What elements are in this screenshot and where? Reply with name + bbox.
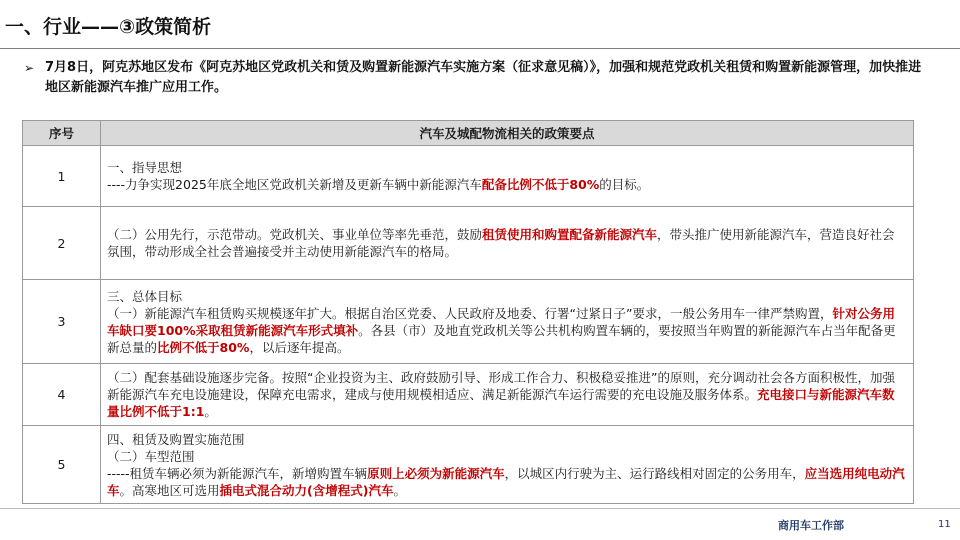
row-content: [101, 280, 914, 364]
policy-text: -----租赁车辆必须为新能源汽车，新增购置车辆: [107, 465, 368, 481]
policy-line: [107, 448, 907, 465]
highlight-text: 充电接口与新能源汽车数量比例不低于1:1: [107, 387, 895, 419]
title-divider: [0, 48, 960, 49]
policy-line: [107, 176, 907, 193]
arrow-bullet-icon: ➢: [24, 61, 35, 75]
policy-text: （一）新能源汽车租赁购买规模逐年扩大。根据自治区党委、人民政府及地委、行署“过紧日子”要求，一般公务用车一律严禁购置，: [107, 305, 833, 321]
row-content: [101, 426, 914, 504]
row-number: 4: [23, 364, 101, 426]
row-number: 2: [23, 207, 101, 280]
policy-text: ，以城区内行驶为主、运行路线相对固定的公务用车，: [504, 465, 805, 481]
row-content: [101, 146, 914, 207]
policy-text: 。: [393, 482, 406, 498]
policy-text: （二）配套基础设施逐步完备。按照“企业投资为主、政府鼓励引导、形成工作合力、积极稳妥推进”的原则，充分调动社会各方面积极性，加强新能源汽车充电设施建设，保障充电需求，建成与使用规模相适应、满足新能源汽车运行需要的充电设施及服务体系。: [107, 370, 895, 402]
policy-text: （二）公用先行，示范带动。党政机关、事业单位等率先垂范，鼓励: [107, 227, 483, 242]
row-number: 5: [23, 426, 101, 504]
header-number: 序号: [23, 121, 101, 146]
header-policy-points: 汽车及城配物流相关的政策要点: [101, 121, 914, 146]
policy-line: [107, 159, 907, 176]
highlight-text: 针对公务用车缺口要100%采取租赁新能源汽车形式填补: [107, 305, 895, 338]
policy-text: 一、指导思想: [107, 160, 183, 175]
policy-text: 的目标。: [599, 177, 650, 192]
row-content: [101, 364, 914, 426]
policy-line: [107, 288, 907, 305]
highlight-text: 租赁使用和购置配备新能源汽车: [482, 227, 658, 242]
policy-text: 四、租赁及购置实施范围: [107, 431, 245, 447]
table-row: [23, 364, 914, 426]
policy-text: ，以后逐年提高。: [249, 339, 350, 355]
highlight-text: 原则上必须为新能源汽车: [367, 465, 505, 481]
summary-text: 7月8日，阿克苏地区发布《阿克苏地区党政机关和赁及购置新能源汽车实施方案（征求意见稿）》，加强和规范党政机关租赁和购置新能源管理，加快推进地区新能源汽车推广应用工作。: [45, 60, 922, 95]
table-row: [23, 207, 914, 280]
row-number: 3: [23, 280, 101, 364]
page-title: 一、行业——③政策简析: [5, 16, 212, 38]
row-number: 1: [23, 146, 101, 207]
policy-line: [107, 465, 907, 499]
highlight-text: 配备比例不低于80%: [481, 177, 600, 192]
policy-text: 。: [204, 404, 217, 419]
table-row: [23, 146, 914, 207]
policy-text: 。高寒地区可选用: [119, 482, 220, 498]
table-row: [23, 426, 914, 504]
policy-text: 。各县（市）及地直党政机关等公共机构购置车辆的，要按照当年购置的新能源汽车占当年配备更新总量的: [107, 322, 896, 355]
policy-table: [22, 120, 914, 504]
highlight-text: 应当选用纯电动汽车: [107, 465, 905, 498]
policy-text: 三、总体目标: [107, 288, 183, 304]
highlight-text: 插电式混合动力(含增程式)汽车: [219, 482, 394, 498]
table-header-row: [23, 121, 914, 146]
policy-table-body: [23, 146, 914, 504]
policy-line: [107, 226, 907, 260]
footer-department: 商用车工作部: [778, 519, 844, 532]
footer-divider: [0, 508, 960, 509]
row-content: [101, 207, 914, 280]
policy-text: （二）车型范围: [107, 448, 195, 464]
summary-bullet: [24, 58, 924, 98]
policy-line: [107, 431, 907, 448]
policy-text: ----力争实现2025年底全地区党政机关新增及更新车辆中新能源汽车: [107, 177, 482, 192]
policy-line: [107, 305, 907, 356]
table-row: [23, 280, 914, 364]
policy-line: [107, 369, 907, 420]
policy-text: ，带头推广使用新能源汽车，营造良好社会氛围，带动形成全社会普遍接受并主动使用新能源汽车的格局。: [107, 227, 895, 259]
highlight-text: 比例不低于80%: [157, 339, 250, 355]
page-number: 11: [938, 519, 951, 530]
